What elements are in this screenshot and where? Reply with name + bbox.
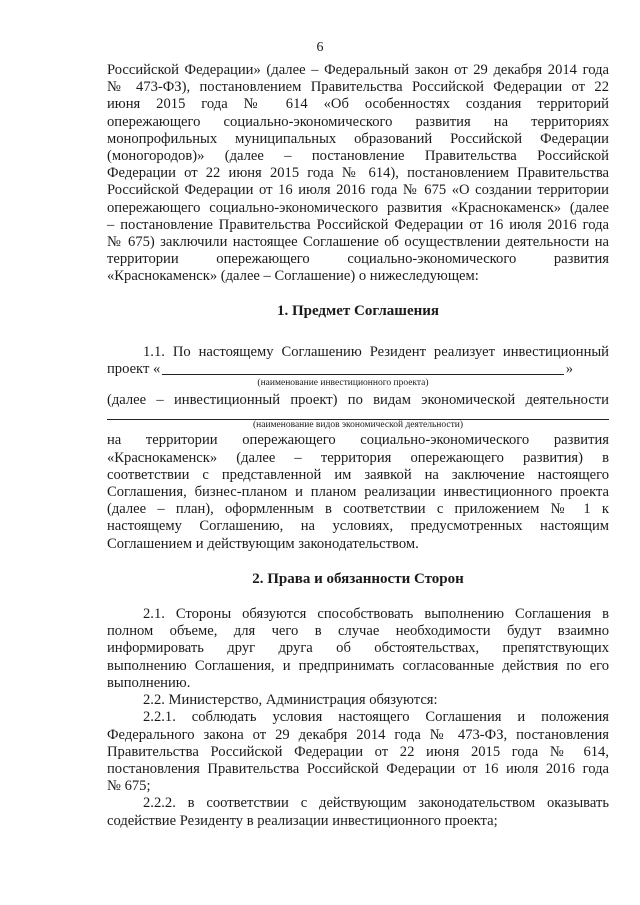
text-line: полном объеме, для чего в случае необходимости будут взаимно xyxy=(107,623,609,640)
text-line: (далее – план), оформленным в соответствии с приложением № 1 к xyxy=(107,501,609,518)
caption-activity: (наименование видов экономической деятельности) xyxy=(252,420,463,431)
text-line: Федерального закона от 29 декабря 2014 года № 473-ФЗ, постановления xyxy=(107,726,609,743)
project-name-field[interactable] xyxy=(107,361,609,378)
text-line: «Краснокаменск» (далее – территория опережающего развития) в xyxy=(107,449,609,466)
text-line: территории опережающего социально-экономического развития xyxy=(107,251,609,268)
text-line: Российской Федерации» (далее – Федеральный закон от 29 декабря 2014 года xyxy=(107,62,609,78)
text-line: Российской Федерации от 16 июля 2016 года № 675 «О создании территории xyxy=(107,182,609,199)
text-line: Правительства Российской Федерации от 22 июня 2015 года № 614, xyxy=(107,743,609,760)
section-1-paragraph xyxy=(107,344,609,553)
text-line: июня 2015 года № 614 «Об особенностях создания территорий xyxy=(107,96,609,113)
text-line: Соглашением и действующим законодательством. xyxy=(107,535,419,552)
text-line: 1.1. По настоящему Соглашению Резидент реализует инвестиционный xyxy=(143,343,609,360)
document-body xyxy=(107,62,609,830)
caption-project: (наименование инвестиционного проекта) xyxy=(257,378,429,389)
text-line: выполнению. xyxy=(107,674,191,691)
text-line: соответствии с представленной им заявкой на заключение настоящего xyxy=(107,466,609,483)
page-number: 6 xyxy=(316,40,324,55)
text-line: на территории опережающего социально-экономического развития xyxy=(107,432,609,449)
text-line: содействие Резиденту в реализации инвестиционного проекта; xyxy=(107,812,498,829)
text-line: – постановление Правительства Российской Федерации от 16 июля 2016 года xyxy=(107,216,609,233)
project-suffix: » xyxy=(565,361,573,378)
project-name-blank[interactable] xyxy=(162,361,563,375)
text-line: № 675; xyxy=(107,778,151,795)
section-heading-1: 1. Предмет Соглашения xyxy=(276,302,440,319)
section-heading-2: 2. Права и обязанности Сторон xyxy=(252,570,464,587)
text-line: 2.2.1. соблюдать условия настоящего Соглашения и положения xyxy=(143,709,609,726)
text-line: настоящему Соглашению, на условиях, предусмотренных настоящим xyxy=(107,518,609,535)
text-line: (далее – инвестиционный проект) по видам экономической деятельности xyxy=(107,392,609,409)
activity-blank[interactable] xyxy=(107,409,609,420)
text-line: Федерации от 22 июня 2015 года № 614), постановлением Правительства xyxy=(107,165,609,182)
text-line: № 473-ФЗ), постановлением Правительства Российской Федерации от 22 xyxy=(107,79,609,96)
text-line: опережающего социально-экономического развития на территориях xyxy=(107,113,609,130)
text-line: Соглашения, бизнес-планом и планом реализации инвестиционного проекта xyxy=(107,484,609,501)
text-line: «Краснокаменск» (далее – Соглашение) о нижеследующем: xyxy=(107,268,479,285)
project-prefix: проект « xyxy=(107,361,161,378)
text-line: постановления Правительства Российской Федерации от 16 июля 2016 года xyxy=(107,760,609,777)
text-line: монопрофильных муниципальных образований Российской Федерации xyxy=(107,130,609,147)
text-line: 2.2.2. в соответствии с действующим законодательством оказывать xyxy=(143,795,609,812)
intro-paragraph xyxy=(107,62,609,286)
text-line: 2.1. Стороны обязуются способствовать выполнению Соглашения в xyxy=(143,606,609,623)
text-line: информировать друг друга об обстоятельствах, препятствующих xyxy=(107,640,609,657)
text-line: № 675) заключили настоящее Соглашение об осуществлении деятельности на xyxy=(107,234,609,251)
text-line: выполнению Соглашения, и предпринимать согласованные действия по его xyxy=(107,657,609,674)
section-2 xyxy=(107,606,609,830)
text-line: (моногородов)» (далее – постановление Правительства Российской xyxy=(107,148,609,165)
text-line: опережающего социально-экономического развития «Краснокаменск» (далее xyxy=(107,199,609,216)
text-line: 2.2. Министерство, Администрация обязуются: xyxy=(143,692,438,709)
